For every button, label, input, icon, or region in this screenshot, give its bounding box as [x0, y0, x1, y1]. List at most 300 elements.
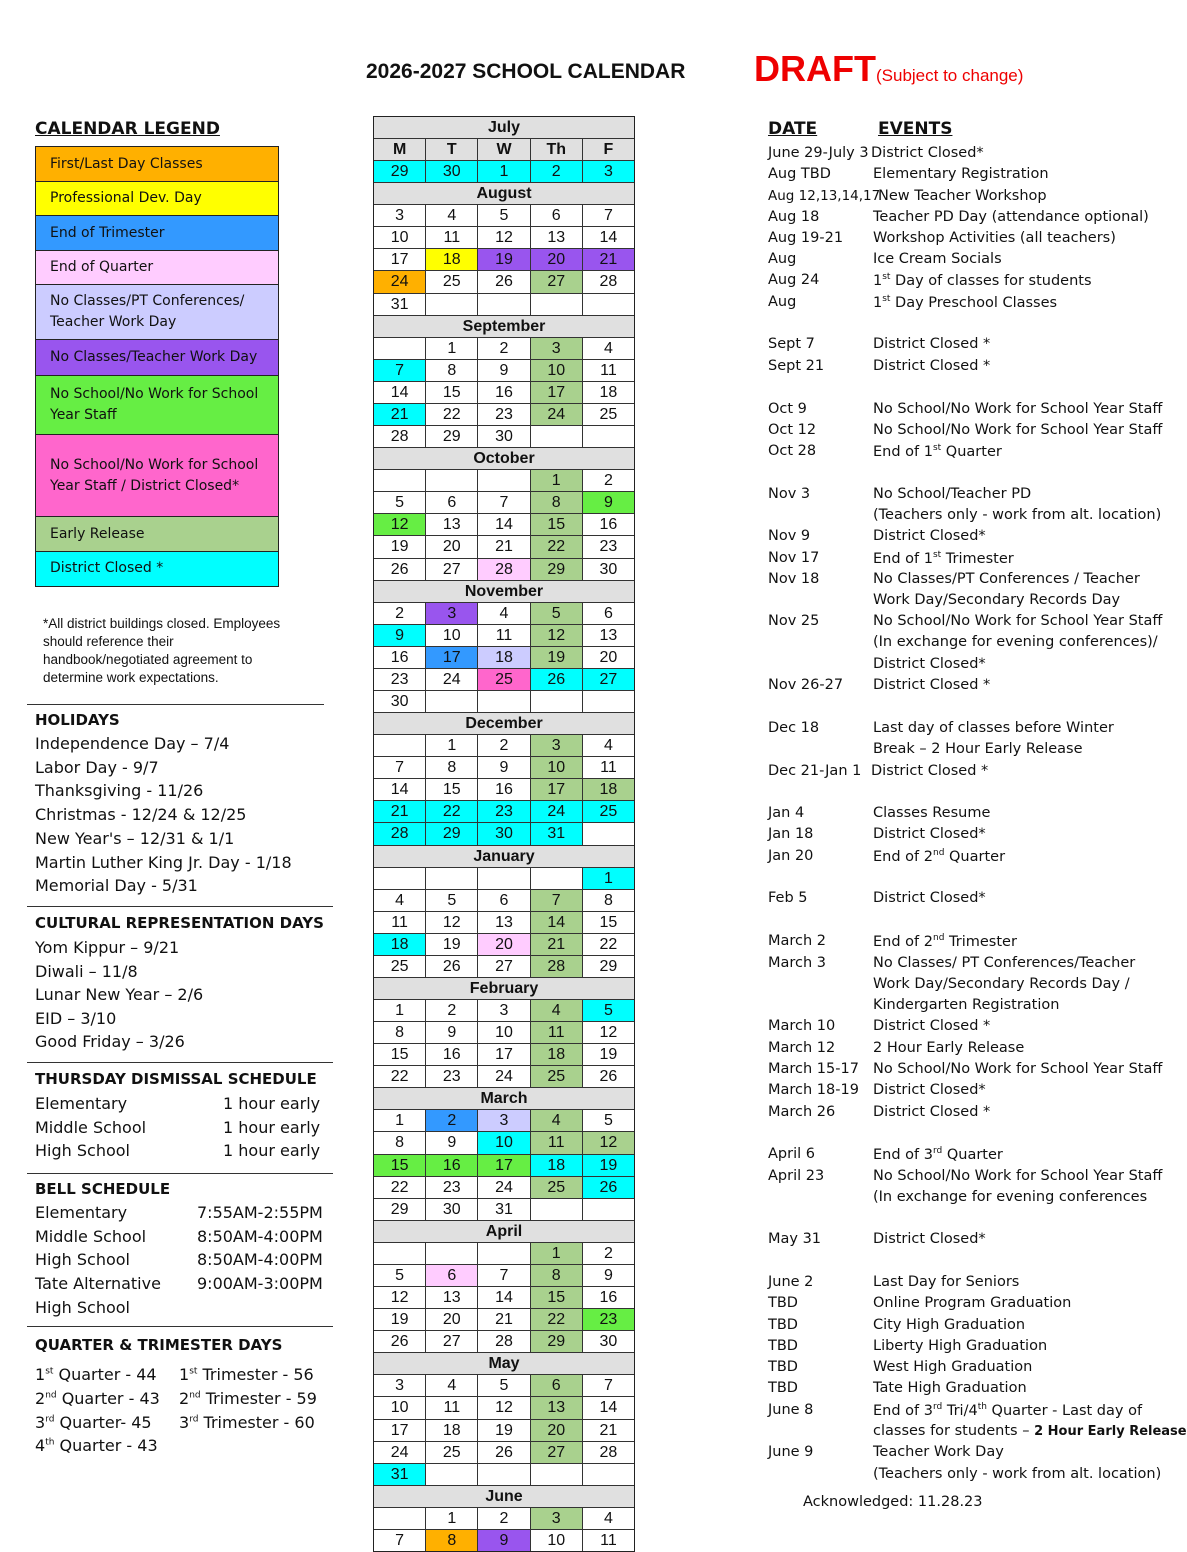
- day-cell: [426, 1243, 478, 1264]
- event-date: June 29-July 3: [768, 145, 869, 161]
- day-cell: 19: [426, 934, 478, 955]
- day-cell: 3: [426, 603, 478, 624]
- event-date: Oct 28: [768, 443, 817, 459]
- week-row: [374, 823, 634, 845]
- day-cell: 30: [426, 1199, 478, 1220]
- day-cell: 27: [426, 559, 478, 580]
- event-date: Sept 7: [768, 336, 815, 352]
- thursday-row-value: 1 hour early: [223, 1117, 321, 1137]
- day-cell: 4: [531, 1110, 583, 1131]
- event-description: District Closed*: [871, 145, 984, 161]
- divider: [27, 906, 333, 907]
- day-cell: 27: [583, 669, 634, 690]
- week-row: [374, 1265, 634, 1287]
- day-cell: 25: [374, 956, 426, 977]
- day-cell: 6: [426, 1265, 478, 1286]
- event-description: No School/Teacher PD: [873, 486, 1032, 502]
- acknowledged: Acknowledged: 11.28.23: [803, 1494, 983, 1510]
- day-cell: 21: [478, 1309, 530, 1330]
- event-ordinal-sup: st: [882, 272, 891, 282]
- day-cell: 2: [426, 1110, 478, 1131]
- day-cell: [478, 1464, 530, 1485]
- day-cell: 7: [603, 1377, 613, 1395]
- event-description: No Classes/ PT Conferences/Teacher: [873, 955, 1136, 971]
- day-cell: 12: [599, 1024, 618, 1042]
- bell-row-label: Middle School: [35, 1226, 147, 1246]
- month-header: January: [374, 846, 634, 868]
- day-cell: 5: [426, 890, 478, 911]
- day-cell: [374, 470, 426, 491]
- holiday-item: Christmas - 12/24 & 12/25: [35, 805, 247, 825]
- day-cell: 9: [478, 360, 530, 381]
- day-cell: 17: [374, 1420, 426, 1441]
- qt-row: [35, 1436, 158, 1455]
- day-cell: 17: [426, 647, 478, 668]
- day-cell: 24: [478, 1066, 530, 1087]
- event-description: No School/No Work for School Year Staff: [873, 613, 1163, 629]
- weekday-label: T: [426, 139, 478, 160]
- legend-item: No Classes/PT Conferences/ Teacher Work Day: [35, 284, 279, 340]
- quarter-sup: rd: [45, 1414, 55, 1425]
- event-text: [873, 1466, 1161, 1482]
- weekday-label: M: [374, 139, 426, 160]
- event-description: District Closed*: [873, 826, 986, 842]
- day-cell: 18: [426, 249, 478, 270]
- divider: [27, 1062, 333, 1063]
- event-description: (In exchange for evening conferences)/: [873, 634, 1158, 650]
- day-cell: 3: [478, 1110, 530, 1131]
- day-cell: [531, 868, 583, 889]
- day-cell: 12: [426, 912, 478, 933]
- event-ordinal: 1: [873, 294, 883, 311]
- bell-row: [35, 1298, 130, 1317]
- month-header: April: [374, 1221, 634, 1243]
- day-cell: 29: [426, 823, 478, 844]
- trimester-days: [179, 1389, 317, 1408]
- event-text: [873, 1402, 1142, 1419]
- event-text: [873, 1295, 1071, 1311]
- event-text: [873, 933, 1017, 950]
- quarter-rest: Quarter - 43: [56, 1388, 160, 1408]
- event-description: New Teacher Workshop: [878, 188, 1047, 204]
- event-ordinal: 2: [923, 848, 933, 865]
- day-cell: 1: [374, 1110, 426, 1131]
- day-cell: [426, 691, 478, 712]
- event-description: No School/No Work for School Year Staff: [873, 401, 1163, 417]
- quarter-days: [35, 1436, 158, 1455]
- event-date: Nov 18: [768, 571, 820, 587]
- event-text: [873, 656, 986, 672]
- day-cell: 28: [374, 823, 426, 844]
- event-text: [873, 294, 1057, 311]
- day-cell: 16: [426, 1155, 478, 1176]
- event-prefix: End of: [873, 550, 924, 567]
- event-date: March 15-17: [768, 1061, 859, 1077]
- quarter-days: [35, 1389, 160, 1408]
- week-row: [374, 801, 634, 823]
- day-cell: 28: [374, 426, 426, 447]
- page-title: 2026-2027 SCHOOL CALENDAR: [366, 60, 686, 83]
- event-description: Quarter: [941, 443, 1002, 460]
- event-text: [873, 848, 1005, 865]
- day-cell: 2: [603, 472, 613, 490]
- day-cell: 7: [531, 890, 583, 911]
- day-cell: 11: [478, 625, 530, 646]
- day-cell: 31: [374, 1464, 426, 1485]
- day-cell: 30: [478, 823, 530, 844]
- bell-row-label: Elementary: [35, 1203, 128, 1222]
- event-text: [873, 1274, 1019, 1290]
- event-text: [873, 997, 1059, 1013]
- week-row: [374, 757, 634, 779]
- day-cell: 21: [531, 934, 583, 955]
- day-cell: 5: [583, 1000, 634, 1021]
- day-cell: 25: [531, 1177, 583, 1198]
- day-cell: 21: [583, 249, 634, 270]
- day-cell: 13: [531, 227, 583, 248]
- trimester-num: 1: [179, 1365, 190, 1384]
- event-description: Tate High Graduation: [873, 1380, 1027, 1396]
- event-date: March 18-19: [768, 1082, 859, 1098]
- day-cell: 29: [531, 1331, 583, 1352]
- event-text: [873, 550, 1014, 567]
- event-description: Liberty High Graduation: [873, 1338, 1048, 1354]
- event-description: No School/No Work for School Year Staff: [873, 422, 1163, 438]
- day-cell: 7: [374, 360, 426, 381]
- day-cell: 18: [426, 1420, 478, 1441]
- day-cell: 15: [374, 1044, 426, 1065]
- month-header: August: [374, 183, 634, 205]
- day-cell: [426, 868, 478, 889]
- day-cell: [478, 1243, 530, 1264]
- day-cell: 30: [374, 691, 426, 712]
- event-description: No School/No Work for School Year Staff: [873, 1168, 1163, 1184]
- bell-title: BELL SCHEDULE: [35, 1180, 171, 1198]
- day-cell: [374, 868, 426, 889]
- event-text: [873, 1104, 990, 1120]
- day-cell: 9: [478, 1530, 530, 1551]
- week-row: [374, 1132, 634, 1154]
- event-date: Jan 4: [768, 805, 805, 821]
- legend-item: No School/No Work for School Year Staff: [35, 375, 279, 435]
- event-description: Day of classes for students: [890, 272, 1092, 289]
- day-cell: 21: [599, 1421, 618, 1439]
- event-description: District Closed*: [873, 656, 986, 672]
- bell-row: [35, 1203, 323, 1222]
- thursday-row: [35, 1094, 321, 1113]
- month-header: November: [374, 581, 634, 603]
- day-cell: 1: [583, 868, 634, 889]
- day-cell: 10: [478, 1132, 530, 1153]
- day-cell: 11: [426, 1397, 478, 1418]
- bell-row: [35, 1226, 323, 1246]
- event-date: June 9: [768, 1444, 814, 1460]
- event-text: [873, 230, 1116, 246]
- week-row: [374, 1155, 634, 1177]
- event-date: Nov 9: [768, 528, 811, 544]
- day-cell: 4: [603, 339, 613, 357]
- trimester-days: [179, 1365, 314, 1384]
- day-cell: 15: [374, 1155, 426, 1176]
- day-cell: 17: [531, 382, 583, 403]
- week-row: [374, 868, 634, 890]
- day-cell: 8: [374, 1132, 426, 1153]
- event-ordinal: 3: [923, 1146, 933, 1163]
- week-row: [374, 1442, 634, 1464]
- week-row: [374, 735, 634, 757]
- day-cell: 8: [426, 757, 478, 778]
- day-cell: 20: [599, 648, 618, 666]
- week-row: [374, 492, 634, 514]
- day-cell: 1: [478, 161, 530, 182]
- event-text: [873, 1189, 1147, 1205]
- day-cell: 11: [426, 227, 478, 248]
- week-row: [374, 559, 634, 581]
- day-cell: 11: [374, 912, 426, 933]
- event-date: March 10: [768, 1018, 836, 1034]
- day-cell: 27: [531, 271, 583, 292]
- day-cell: 9: [603, 1266, 613, 1284]
- bell-row-value: 8:50AM-4:00PM: [197, 1250, 323, 1270]
- day-cell: 6: [603, 604, 613, 622]
- quarter-num: 4: [35, 1436, 46, 1456]
- day-cell: 29: [374, 1199, 426, 1220]
- day-cell: 13: [599, 626, 618, 644]
- quarter-num: 1: [35, 1365, 46, 1384]
- event-text: [873, 1061, 1162, 1077]
- day-cell: 20: [426, 1309, 478, 1330]
- event-ordinal-sup: nd: [932, 933, 945, 943]
- day-cell: 5: [478, 205, 530, 226]
- day-cell: 31: [374, 294, 426, 315]
- quarter-sup: nd: [45, 1390, 57, 1401]
- event-text: [873, 805, 990, 821]
- divider: [27, 1326, 333, 1327]
- day-cell: 18: [583, 779, 634, 800]
- day-cell: 19: [374, 1309, 426, 1330]
- day-cell: 22: [531, 1309, 583, 1330]
- day-cell: 10: [374, 1397, 426, 1418]
- event-description: District Closed *: [873, 1104, 991, 1120]
- bell-row: [35, 1274, 323, 1294]
- week-row: [374, 603, 634, 625]
- event-text: [873, 251, 1002, 267]
- event-date: Aug: [768, 251, 797, 267]
- day-cell: 13: [426, 1287, 478, 1308]
- day-cell: 1: [531, 470, 583, 491]
- event-ordinal-sup: st: [882, 294, 891, 304]
- day-cell: 12: [478, 1397, 530, 1418]
- day-cell: 2: [478, 338, 530, 359]
- week-row: [374, 1199, 634, 1221]
- day-cell: [478, 691, 530, 712]
- event-description: No School/No Work for School Year Staff: [873, 1061, 1163, 1077]
- day-cell: [583, 1199, 634, 1220]
- day-cell: 16: [478, 382, 530, 403]
- event-text: [873, 166, 1049, 182]
- event-date: Sept 21: [768, 358, 825, 374]
- day-cell: 18: [599, 383, 618, 401]
- thursday-row: [35, 1141, 321, 1160]
- qt-row: [35, 1412, 315, 1432]
- day-cell: [426, 294, 478, 315]
- thursday-row-label: High School: [35, 1141, 130, 1160]
- day-cell: 4: [374, 890, 426, 911]
- event-text: [873, 1168, 1162, 1184]
- event-date: Nov 17: [768, 550, 820, 566]
- day-cell: 12: [374, 1287, 426, 1308]
- month-header: February: [374, 978, 634, 1000]
- day-cell: 30: [478, 426, 530, 447]
- day-cell: 3: [374, 205, 426, 226]
- event-description: (In exchange for evening conferences: [873, 1189, 1148, 1205]
- event-text: [873, 358, 990, 374]
- day-cell: 15: [426, 382, 478, 403]
- day-cell: 22: [531, 536, 583, 557]
- day-cell: 29: [374, 161, 426, 182]
- legend-item: No School/No Work for School Year Staff / District Closed*: [35, 434, 279, 518]
- weekday-label: F: [583, 139, 634, 160]
- event-ordinal: 1: [873, 272, 883, 289]
- holidays-title: HOLIDAYS: [35, 711, 120, 729]
- event-description: Teacher Work Day: [873, 1444, 1004, 1460]
- event-text: [873, 336, 990, 352]
- day-cell: 4: [426, 205, 478, 226]
- day-cell: 4: [426, 1375, 478, 1396]
- legend-title: CALENDAR LEGEND: [35, 119, 220, 139]
- event-date: June 8: [768, 1402, 814, 1418]
- event-prefix: End of: [873, 1402, 924, 1419]
- event-date: Oct 9: [768, 401, 807, 417]
- trimester-sup: rd: [189, 1414, 199, 1425]
- day-cell: 28: [599, 273, 618, 291]
- event-date: TBD: [768, 1380, 798, 1396]
- event-ordinal-sup: nd: [932, 848, 945, 858]
- draft-note: (Subject to change): [876, 66, 1024, 85]
- cultural-item: Yom Kippur – 9/21: [35, 938, 180, 957]
- week-row: [374, 779, 634, 801]
- event-date: TBD: [768, 1359, 798, 1375]
- event-prefix: End of: [873, 933, 924, 950]
- day-cell: 25: [478, 669, 530, 690]
- week-row: [374, 161, 634, 183]
- day-cell: 2: [478, 735, 530, 756]
- event-ordinal-sup: rd: [932, 1146, 943, 1156]
- month-header: July: [374, 117, 634, 139]
- day-cell: 11: [531, 1022, 583, 1043]
- event-text: [873, 486, 1031, 502]
- day-cell: [531, 1199, 583, 1220]
- day-cell: 8: [426, 360, 478, 381]
- week-row: [374, 1022, 634, 1044]
- school-calendar: [373, 116, 635, 1552]
- week-row: [374, 1000, 634, 1022]
- legend-item: End of Trimester: [35, 215, 279, 251]
- calendar-legend: [35, 146, 279, 587]
- day-cell: 18: [531, 1044, 583, 1065]
- week-row: [374, 1530, 634, 1551]
- quarter-rest: Quarter - 44: [53, 1365, 157, 1384]
- event-prefix: End of: [873, 1146, 924, 1163]
- event-date: March 12: [768, 1040, 836, 1056]
- day-cell: [478, 868, 530, 889]
- week-row: [374, 625, 634, 647]
- trimester-rest: Trimester - 56: [197, 1365, 314, 1384]
- legend-item: District Closed *: [35, 551, 279, 587]
- day-cell: 28: [531, 956, 583, 977]
- day-cell: 15: [531, 1287, 583, 1308]
- day-cell: 15: [426, 779, 478, 800]
- event-description: Last Day for Seniors: [873, 1274, 1020, 1290]
- bell-row-label: High School: [35, 1297, 130, 1317]
- event-text: [873, 528, 986, 544]
- quarter-num: 3: [35, 1412, 46, 1432]
- event-description: District Closed*: [873, 528, 986, 544]
- week-row: [374, 956, 634, 978]
- day-cell: 11: [531, 1132, 583, 1153]
- event-description: West High Graduation: [873, 1359, 1033, 1375]
- day-cell: 20: [478, 934, 530, 955]
- event-description: Kindergarten Registration: [873, 997, 1060, 1013]
- day-cell: 25: [426, 1442, 478, 1463]
- event-description: Quarter: [942, 1146, 1003, 1163]
- event-description: Work Day/Secondary Records Day: [873, 592, 1121, 608]
- day-cell: 5: [374, 492, 426, 513]
- event-description: (Teachers only - work from alt. location): [873, 1466, 1162, 1482]
- week-row: [374, 360, 634, 382]
- holiday-item: Memorial Day - 5/31: [35, 876, 198, 896]
- day-cell: 4: [603, 737, 613, 755]
- event-ordinal: 1: [923, 550, 933, 567]
- bell-row-value: 9:00AM-3:00PM: [197, 1274, 323, 1294]
- event-text: [871, 763, 988, 779]
- week-row: [374, 1044, 634, 1066]
- week-row: [374, 426, 634, 448]
- event-text: [873, 741, 1083, 757]
- day-cell: 19: [374, 536, 426, 557]
- day-cell: 21: [374, 404, 426, 425]
- month-header: December: [374, 713, 634, 735]
- event-description: 2 Hour Early Release: [873, 1040, 1025, 1056]
- event-text: [873, 720, 1114, 736]
- event-ordinal: 2: [923, 933, 933, 950]
- day-cell: 18: [531, 1155, 583, 1176]
- week-row: [374, 514, 634, 536]
- day-cell: 11: [600, 1531, 617, 1549]
- event-date: Feb 5: [768, 890, 808, 906]
- day-cell: 6: [478, 890, 530, 911]
- event-text: [873, 613, 1162, 629]
- event-date: Jan 18: [768, 826, 814, 842]
- day-cell: 2: [603, 1244, 613, 1262]
- day-cell: 16: [426, 1044, 478, 1065]
- bell-row-value: 7:55AM-2:55PM: [197, 1203, 323, 1222]
- day-cell: 2: [478, 1508, 530, 1529]
- event-description: Teacher PD Day (attendance optional): [873, 209, 1149, 225]
- day-cell: 27: [531, 1442, 583, 1463]
- event-description: Trimester: [941, 550, 1014, 567]
- day-cell: 11: [600, 759, 617, 777]
- trimester-rest: Trimester - 59: [200, 1388, 317, 1408]
- day-cell: 14: [599, 229, 618, 247]
- week-row: [374, 1397, 634, 1419]
- week-row: [374, 691, 634, 713]
- event-description: District Closed *: [873, 677, 991, 693]
- day-cell: 28: [478, 1331, 530, 1352]
- day-cell: 2: [426, 1000, 478, 1021]
- event-text: [873, 826, 986, 842]
- event-ordinal-sup: th: [977, 1402, 987, 1412]
